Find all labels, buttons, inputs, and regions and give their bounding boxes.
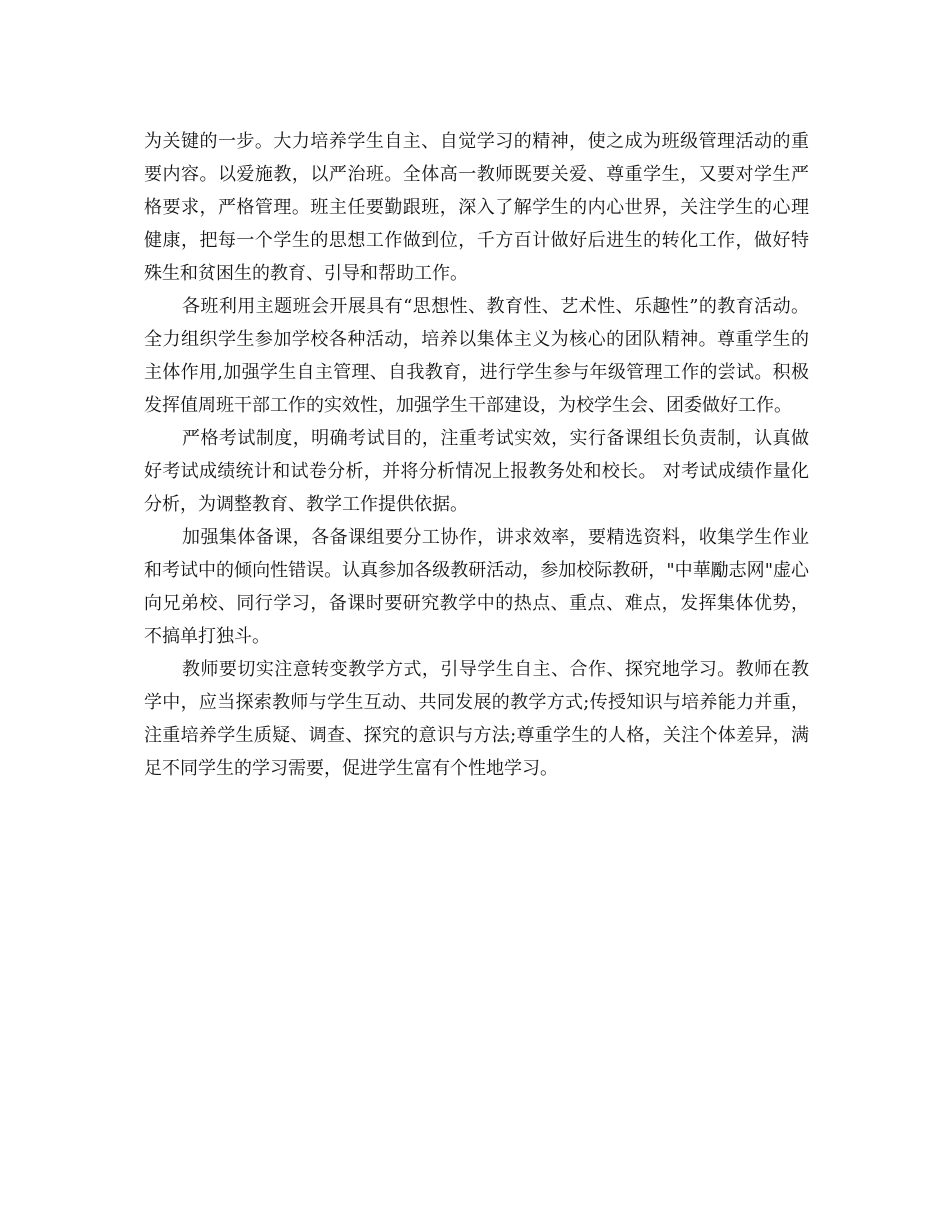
paragraph-5: 教师要切实注意转变教学方式，引导学生自主、合作、探究地学习。教师在教学中，应当探索教师与学生互动、共同发展的教学方式;传授知识与培养能力并重，注重培养学生质疑、调查、探究的意识与方法;尊重学生的人格，关注个体差异，满足不同学生的学习需要，促进学生富有个性地学习。 xyxy=(144,659,809,779)
paragraph-3: 严格考试制度，明确考试目的，注重考试实效，实行备课组长负责制，认真做好考试成绩统计和试卷分析，并将分析情况上报教务处和校长。 对考试成绩作量化分析，为调整教育、教学工作提供依据。 xyxy=(144,428,809,515)
paragraph-4: 加强集体备课，各备课组要分工协作，讲求效率，要精选资料，收集学生作业和考试中的倾向性错误。认真参加各级教研活动，参加校际教研，"中華勵志网"虚心向兄弟校、同行学习，备课时要研究教学中的热点、重点、难点，发挥集体优势，不搞单打独斗。 xyxy=(144,527,809,647)
paragraph-1: 为关键的一步。大力培养学生自主、自觉学习的精神，使之成为班级管理活动的重要内容。以爱施教，以严治班。全体高一教师既要关爱、尊重学生，又要对学生严格要求，严格管理。班主任要勤跟班，深入了解学生的内心世界，关注学生的心理健康，把每一个学生的思想工作做到位，千方百计做好后进生的转化工作，做好特殊生和贫困生的教育、引导和帮助工作。 xyxy=(144,131,809,284)
document-body xyxy=(144,125,809,785)
paragraph-2: 各班利用主题班会开展具有“思想性、教育性、艺术性、乐趣性”的教育活动。全力组织学生参加学校各种活动，培养以集体主义为核心的团队精神。尊重学生的主体作用,加强学生自主管理、自我教育，进行学生参与年级管理工作的尝试。积极发挥值周班干部工作的实效性，加强学生干部建设，为校学生会、团委做好工作。 xyxy=(144,296,809,416)
